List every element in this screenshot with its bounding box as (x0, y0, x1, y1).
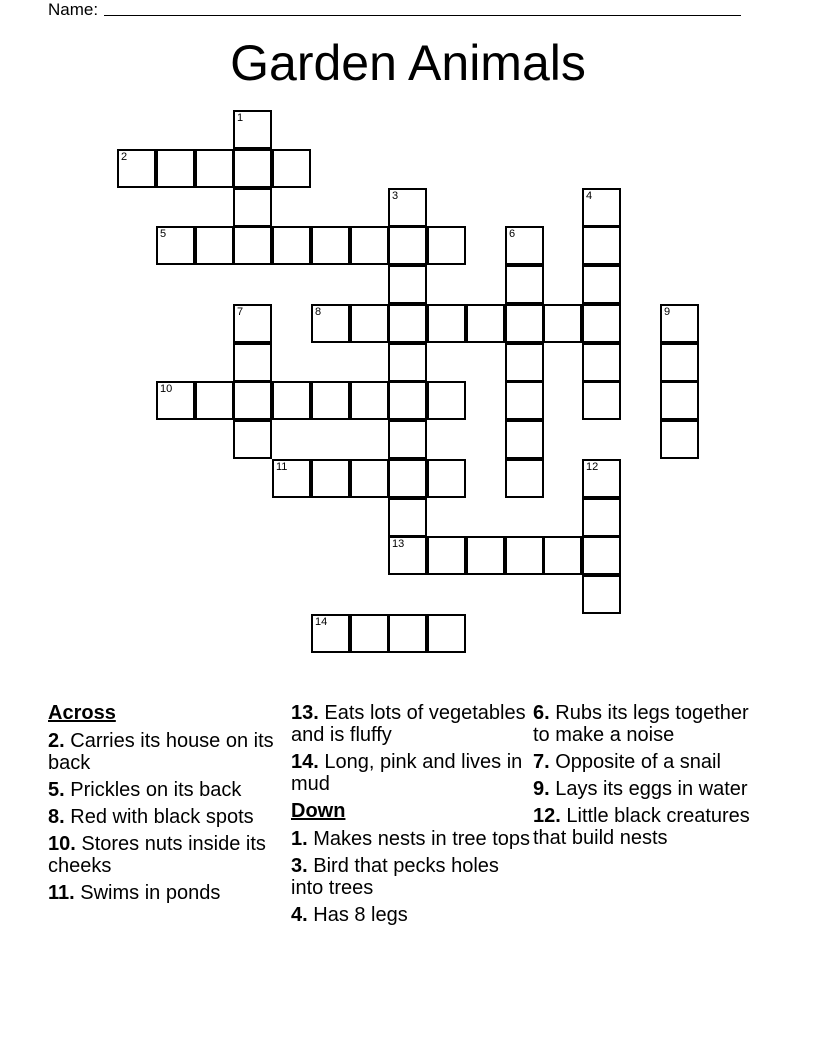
grid-cell[interactable] (505, 381, 544, 420)
clue-across-10 (48, 833, 278, 877)
grid-cell[interactable] (582, 459, 621, 498)
grid-cell[interactable] (233, 226, 272, 265)
grid-cell[interactable] (582, 343, 621, 382)
grid-cell[interactable] (388, 381, 427, 420)
grid-cell[interactable] (427, 614, 466, 653)
grid-cell[interactable] (505, 343, 544, 382)
grid-cell[interactable] (505, 420, 544, 459)
grid-cell[interactable] (582, 536, 621, 575)
cell-number: 12 (586, 461, 599, 473)
grid-cell[interactable] (156, 149, 195, 188)
grid-cell[interactable] (311, 226, 350, 265)
clue-down-9 (533, 778, 753, 800)
clue-text: Eats lots of vegetables and is fluffy (291, 702, 526, 746)
grid-cell[interactable] (233, 149, 272, 188)
clue-column-2 (291, 702, 531, 931)
clue-down-4 (291, 904, 531, 926)
clue-text: Has 8 legs (313, 904, 408, 926)
grid-cell[interactable] (582, 226, 621, 265)
clue-number: 4. (291, 904, 308, 926)
grid-cell[interactable] (466, 536, 505, 575)
clue-number: 3. (291, 855, 308, 877)
clue-text: Bird that pecks holes into trees (291, 855, 499, 899)
grid-cell[interactable] (311, 304, 350, 343)
grid-cell[interactable] (466, 304, 505, 343)
clue-text: Lays its eggs in water (555, 778, 748, 800)
clue-text: Makes nests in tree tops (313, 828, 531, 850)
grid-cell[interactable] (350, 381, 389, 420)
grid-cell[interactable] (388, 498, 427, 537)
cell-number: 3 (392, 190, 399, 202)
clue-text: Swims in ponds (80, 882, 221, 904)
clue-across-11 (48, 882, 278, 904)
grid-cell[interactable] (427, 459, 466, 498)
grid-cell[interactable] (543, 304, 582, 343)
grid-cell[interactable] (233, 304, 272, 343)
clue-column-3 (533, 702, 753, 854)
clue-across-8 (48, 806, 278, 828)
clue-number: 7. (533, 751, 550, 773)
across-heading: Across (48, 702, 116, 724)
grid-cell[interactable] (582, 381, 621, 420)
grid-cell[interactable] (195, 381, 234, 420)
grid-cell[interactable] (195, 149, 234, 188)
grid-cell[interactable] (233, 343, 272, 382)
grid-cell[interactable] (505, 304, 544, 343)
grid-cell[interactable] (233, 381, 272, 420)
clue-column-1 (48, 702, 278, 909)
clue-across-14 (291, 751, 531, 795)
clue-number: 1. (291, 828, 308, 850)
grid-cell[interactable] (350, 614, 389, 653)
cell-number: 9 (664, 306, 671, 318)
clue-across-5 (48, 779, 278, 801)
grid-cell[interactable] (156, 381, 195, 420)
clue-number: 8. (48, 806, 65, 828)
grid-cell[interactable] (388, 614, 427, 653)
grid-cell[interactable] (272, 459, 311, 498)
grid-cell[interactable] (505, 265, 544, 304)
grid-cell[interactable] (505, 536, 544, 575)
grid-cell[interactable] (156, 226, 195, 265)
clue-text: Red with black spots (70, 806, 254, 828)
clue-number: 9. (533, 778, 550, 800)
cell-number: 10 (160, 383, 173, 395)
grid-cell[interactable] (582, 498, 621, 537)
grid-cell[interactable] (505, 459, 544, 498)
clue-down-3 (291, 855, 531, 899)
cell-number: 2 (121, 151, 128, 163)
cell-number: 14 (315, 616, 328, 628)
cell-number: 5 (160, 228, 167, 240)
grid-cell[interactable] (660, 381, 699, 420)
grid-cell[interactable] (543, 536, 582, 575)
grid-cell[interactable] (388, 304, 427, 343)
cell-number: 6 (509, 228, 516, 240)
grid-cell[interactable] (388, 420, 427, 459)
grid-cell[interactable] (272, 381, 311, 420)
grid-cell[interactable] (311, 381, 350, 420)
cell-number: 7 (237, 306, 244, 318)
clue-across-2 (48, 730, 278, 774)
clue-down-7 (533, 751, 753, 773)
grid-cell[interactable] (427, 381, 466, 420)
name-field[interactable] (104, 15, 741, 16)
grid-cell[interactable] (505, 226, 544, 265)
grid-cell[interactable] (427, 536, 466, 575)
grid-cell[interactable] (117, 149, 156, 188)
clue-text: Opposite of a snail (555, 751, 721, 773)
clue-number: 13. (291, 702, 319, 724)
grid-cell[interactable] (660, 343, 699, 382)
clue-down-6 (533, 702, 753, 746)
clue-down-12 (533, 805, 753, 849)
grid-cell[interactable] (233, 110, 272, 149)
grid-cell[interactable] (660, 420, 699, 459)
grid-cell[interactable] (350, 226, 389, 265)
grid-cell[interactable] (427, 304, 466, 343)
clue-text: Prickles on its back (70, 779, 242, 801)
clue-number: 12. (533, 805, 561, 827)
grid-cell[interactable] (660, 304, 699, 343)
clue-number: 6. (533, 702, 550, 724)
grid-cell[interactable] (272, 226, 311, 265)
clue-text: Little black creatures that build nests (533, 805, 750, 849)
grid-cell[interactable] (388, 343, 427, 382)
clue-across-13 (291, 702, 531, 746)
cell-number: 8 (315, 306, 322, 318)
grid-cell[interactable] (582, 265, 621, 304)
clue-text: Long, pink and lives in mud (291, 751, 523, 795)
clue-number: 11. (48, 882, 75, 904)
clue-down-1 (291, 828, 531, 850)
name-label: Name: (48, 0, 99, 19)
grid-cell[interactable] (311, 459, 350, 498)
grid-cell[interactable] (272, 149, 311, 188)
grid-cell[interactable] (233, 420, 272, 459)
clue-number: 14. (291, 751, 319, 773)
clue-text: Stores nuts inside its cheeks (48, 833, 266, 877)
clue-number: 5. (48, 779, 65, 801)
grid-cell[interactable] (311, 614, 350, 653)
grid-cell[interactable] (233, 188, 272, 227)
grid-cell[interactable] (582, 304, 621, 343)
clue-text: Rubs its legs together to make a noise (533, 702, 749, 746)
grid-cell[interactable] (388, 536, 427, 575)
clue-text: Carries its house on its back (48, 730, 274, 774)
grid-cell[interactable] (350, 304, 389, 343)
cell-number: 4 (586, 190, 593, 202)
grid-cell[interactable] (582, 575, 621, 614)
grid-cell[interactable] (388, 226, 427, 265)
cell-number: 1 (237, 112, 244, 124)
grid-cell[interactable] (388, 188, 427, 227)
clue-number: 2. (48, 730, 65, 752)
cell-number: 13 (392, 538, 405, 550)
grid-cell[interactable] (427, 226, 466, 265)
down-heading: Down (291, 800, 346, 822)
grid-cell[interactable] (388, 459, 427, 498)
grid-cell[interactable] (350, 459, 389, 498)
grid-cell[interactable] (582, 188, 621, 227)
cell-number: 11 (276, 461, 288, 473)
grid-cell[interactable] (388, 265, 427, 304)
clue-number: 10. (48, 833, 76, 855)
grid-cell[interactable] (195, 226, 234, 265)
page-title: Garden Animals (230, 35, 586, 91)
